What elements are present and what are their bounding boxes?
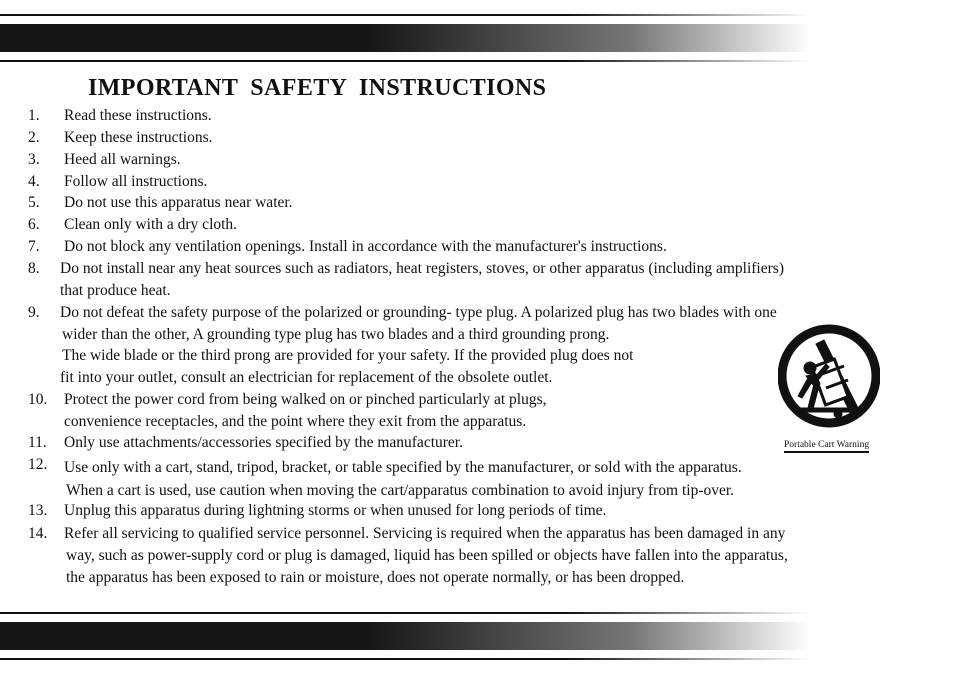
item-text: Do not use this apparatus near water.: [64, 194, 293, 211]
item-text: Unplug this apparatus during lightning storms or when unused for long periods of time.: [64, 502, 607, 519]
item-number: 1.: [28, 107, 40, 124]
item-text: wider than the other, A grounding type plug has two blades and a third grounding prong.: [62, 326, 610, 343]
item-number: 4.: [28, 173, 40, 190]
item-text: Follow all instructions.: [64, 173, 208, 190]
item-number: 5.: [28, 194, 40, 211]
item-number: 11.: [28, 434, 47, 451]
item-text: When a cart is used, use caution when moving the cart/apparatus combination to avoid injury from tip-over.: [66, 482, 735, 499]
item-text: The wide blade or the third prong are provided for your safety. If the provided plug does not: [62, 347, 634, 364]
item-text: Heed all warnings.: [64, 151, 181, 168]
item-number: 9.: [28, 304, 40, 321]
portable-cart-warning-icon: [778, 322, 880, 430]
item-text: fit into your outlet, consult an electrician for replacement of the obsolete outlet.: [60, 369, 553, 386]
item-text: that produce heat.: [60, 282, 171, 299]
item-text: Do not block any ventilation openings. Install in accordance with the manufacturer's instructions.: [64, 238, 667, 255]
item-number: 10.: [28, 391, 48, 408]
item-text: Protect the power cord from being walked on or pinched particularly at plugs,: [64, 391, 547, 408]
page-title: IMPORTANT SAFETY INSTRUCTIONS: [88, 75, 547, 101]
item-text: Use only with a cart, stand, tripod, bracket, or table specified by the manufacturer, or sold with the apparatus.: [64, 459, 742, 476]
item-number: 2.: [28, 129, 40, 146]
item-text: Do not install near any heat sources such as radiators, heat registers, stoves, or other apparatus (including amplifiers): [60, 260, 784, 277]
item-number: 6.: [28, 216, 40, 233]
item-text: convenience receptacles, and the point where they exit from the apparatus.: [64, 413, 527, 430]
item-number: 7.: [28, 238, 40, 255]
footer-decorative-band: [0, 612, 810, 662]
item-text: the apparatus has been exposed to rain or moisture, does not operate normally, or has been dropped.: [66, 569, 685, 586]
item-number: 3.: [28, 151, 40, 168]
item-text: Keep these instructions.: [64, 129, 213, 146]
item-number: 12.: [28, 456, 48, 473]
item-text: Read these instructions.: [64, 107, 212, 124]
header-decorative-band: [0, 14, 810, 64]
item-text: Only use attachments/accessories specified by the manufacturer.: [64, 434, 463, 451]
item-number: 8.: [28, 260, 40, 277]
cart-warning-caption: Portable Cart Warning: [784, 440, 869, 453]
item-text: Clean only with a dry cloth.: [64, 216, 238, 233]
item-text: way, such as power-supply cord or plug is damaged, liquid has been spilled or objects have fallen into the apparatus,: [66, 547, 788, 564]
item-text: Do not defeat the safety purpose of the polarized or grounding- type plug. A polarized plug has two blades with one: [60, 304, 777, 321]
item-number: 13.: [28, 502, 48, 519]
item-number: 14.: [28, 525, 48, 542]
item-text: Refer all servicing to qualified service personnel. Servicing is required when the apparatus has been damaged in any: [64, 525, 786, 542]
